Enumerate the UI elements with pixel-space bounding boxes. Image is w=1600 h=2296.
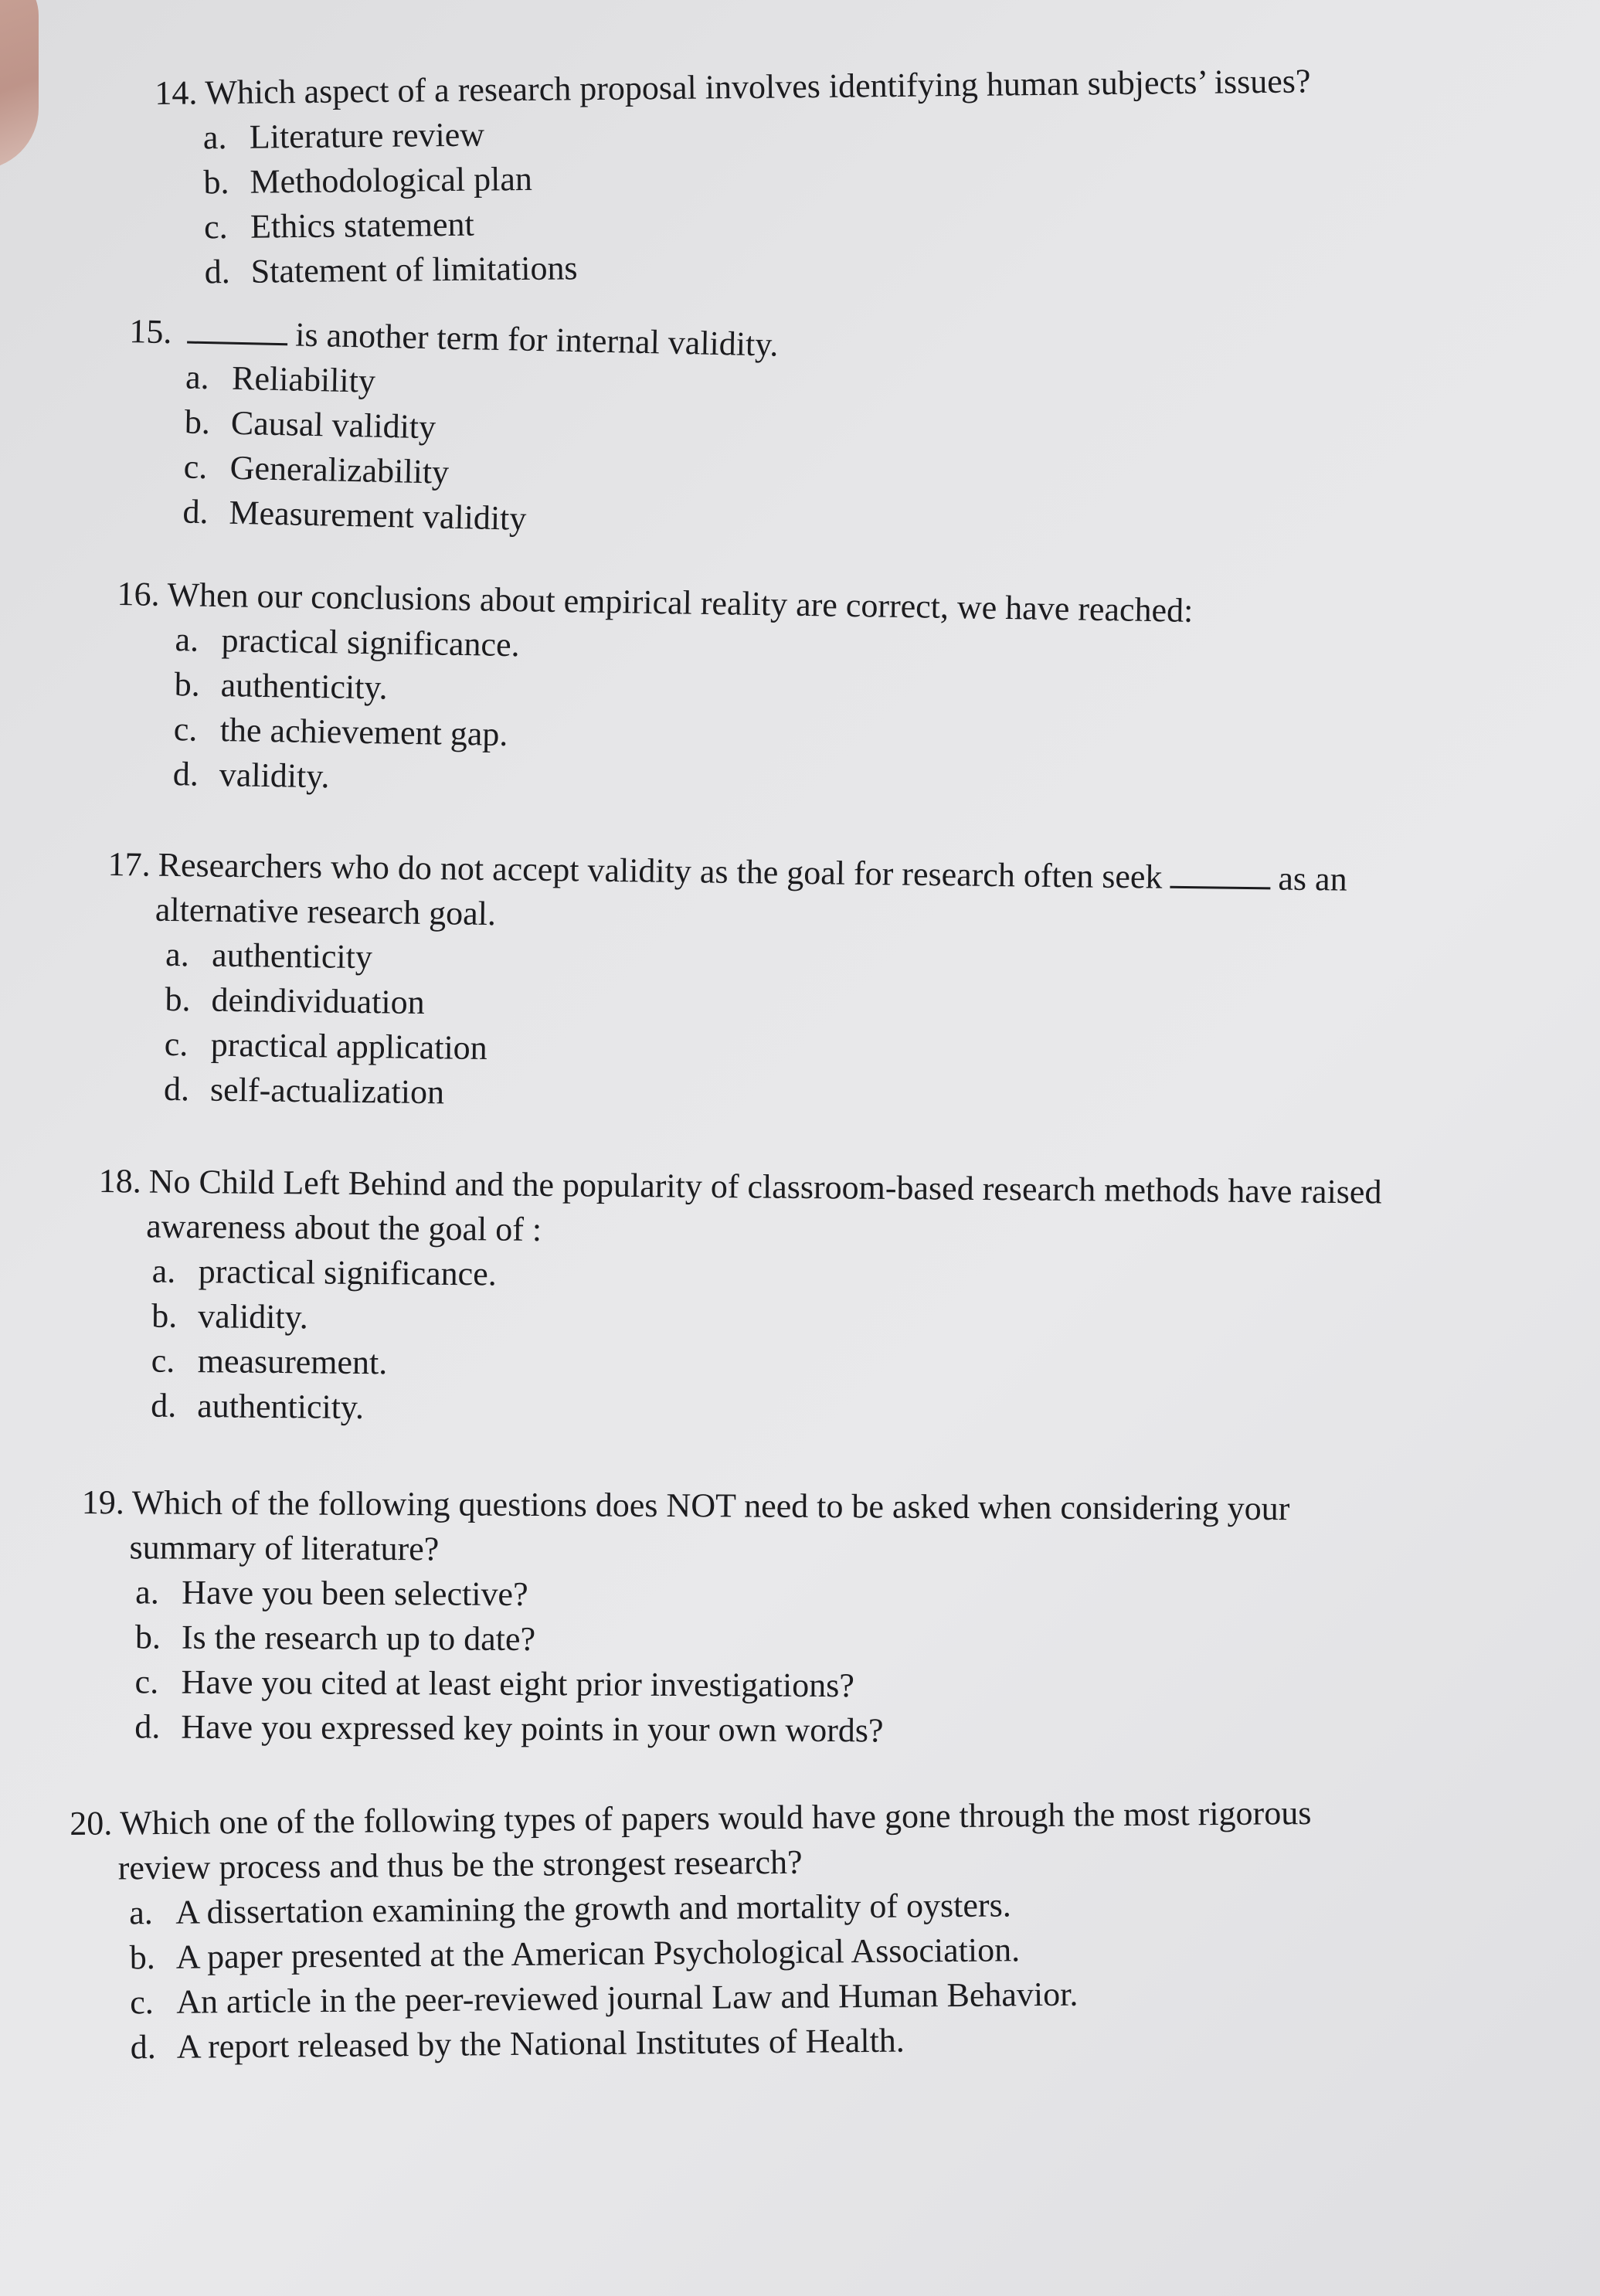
option-c[interactable]: c. Ethics statement <box>203 205 474 246</box>
question-number: 15. <box>128 311 172 352</box>
option-d[interactable]: d. self-actualization <box>163 1069 445 1112</box>
option-d[interactable]: d. Measurement validity <box>182 492 527 538</box>
question-text: When our conclusions about empirical reality are correct, we have reached: <box>167 576 1194 630</box>
option-b[interactable]: b. Is the research up to date? <box>134 1618 536 1659</box>
question-17-stem <box>107 842 1347 947</box>
option-a[interactable]: a. Reliability <box>185 358 376 400</box>
question-19-stem <box>81 1480 1289 1576</box>
question-number: 18. <box>98 1161 141 1201</box>
question-18-stem <box>98 1159 1382 1259</box>
option-d[interactable]: d. validity. <box>172 755 330 796</box>
question-text-continued: awareness about the goal of : <box>146 1207 542 1249</box>
options-list <box>97 1248 1381 1438</box>
answer-blank[interactable] <box>187 314 288 346</box>
option-a[interactable]: a. practical significance. <box>175 620 520 664</box>
question-text-continued: review process and thus be the strongest research? <box>117 1843 803 1887</box>
option-d[interactable]: d. A report released by the National Institutes of Health. <box>130 2021 905 2067</box>
option-b[interactable]: b. Causal validity <box>184 402 437 447</box>
question-16 <box>114 572 1193 813</box>
option-b[interactable]: b. authenticity. <box>174 665 388 707</box>
question-text: Which of the following questions does NOT need to be asked when considering your <box>131 1483 1290 1528</box>
option-a[interactable]: a. authenticity <box>165 935 373 976</box>
question-text-after: as an <box>1278 859 1347 898</box>
question-text: Which aspect of a research proposal involves identifying human subjects’ issues? <box>205 62 1311 112</box>
option-c[interactable]: c. the achievement gap. <box>173 710 508 753</box>
question-text-continued: alternative research goal. <box>155 890 497 933</box>
option-a[interactable]: a. practical significance. <box>151 1252 497 1293</box>
question-number: 17. <box>107 844 151 884</box>
option-c[interactable]: c. Generalizability <box>183 447 450 491</box>
options-list <box>80 1570 1289 1755</box>
option-c[interactable]: c. practical application <box>164 1024 488 1068</box>
option-a[interactable]: a. A dissertation examining the growth and mortality of oysters. <box>129 1886 1011 1932</box>
question-number: 19. <box>81 1483 124 1522</box>
question-text: is another term for internal validity. <box>294 315 779 364</box>
answer-blank[interactable] <box>1170 858 1270 890</box>
question-text: No Child Left Behind and the popularity of classroom-based research methods have raised <box>148 1162 1382 1211</box>
question-19 <box>80 1480 1289 1755</box>
option-c[interactable]: c. measurement. <box>151 1341 388 1382</box>
question-number: 14. <box>155 73 198 112</box>
question-number: 16. <box>117 574 160 613</box>
options-list <box>155 104 1313 295</box>
option-d[interactable]: d. Have you expressed key points in your own words? <box>134 1707 884 1750</box>
question-text: Researchers who do not accept validity as the goal for research often seek <box>158 845 1163 896</box>
options-list <box>70 1880 1313 2070</box>
option-b[interactable]: b. Methodological plan <box>203 159 533 202</box>
question-text: Which one of the following types of papers would have gone through the most rigorous <box>120 1793 1312 1843</box>
question-number: 20. <box>70 1804 113 1843</box>
option-d[interactable]: d. authenticity. <box>151 1386 365 1427</box>
options-list <box>125 354 778 547</box>
question-18 <box>97 1159 1382 1438</box>
option-b[interactable]: b. A paper presented at the American Psychological Association. <box>129 1931 1021 1977</box>
question-17 <box>105 842 1347 1126</box>
options-list <box>105 932 1347 1126</box>
question-14 <box>155 59 1313 295</box>
option-b[interactable]: b. deindividuation <box>165 980 425 1022</box>
option-d[interactable]: d. Statement of limitations <box>204 249 578 291</box>
question-15 <box>125 309 779 547</box>
question-20-stem <box>70 1791 1312 1891</box>
option-a[interactable]: a. Literature review <box>202 115 485 157</box>
question-20 <box>70 1791 1313 2070</box>
option-a[interactable]: a. Have you been selective? <box>135 1573 528 1614</box>
option-b[interactable]: b. validity. <box>151 1296 309 1337</box>
option-c[interactable]: c. Have you cited at least eight prior investigations? <box>134 1663 854 1705</box>
question-text-continued: summary of literature? <box>129 1528 440 1568</box>
option-c[interactable]: c. An article in the peer-reviewed journal Law and Human Behavior. <box>130 1975 1079 2022</box>
options-list <box>114 616 1192 813</box>
